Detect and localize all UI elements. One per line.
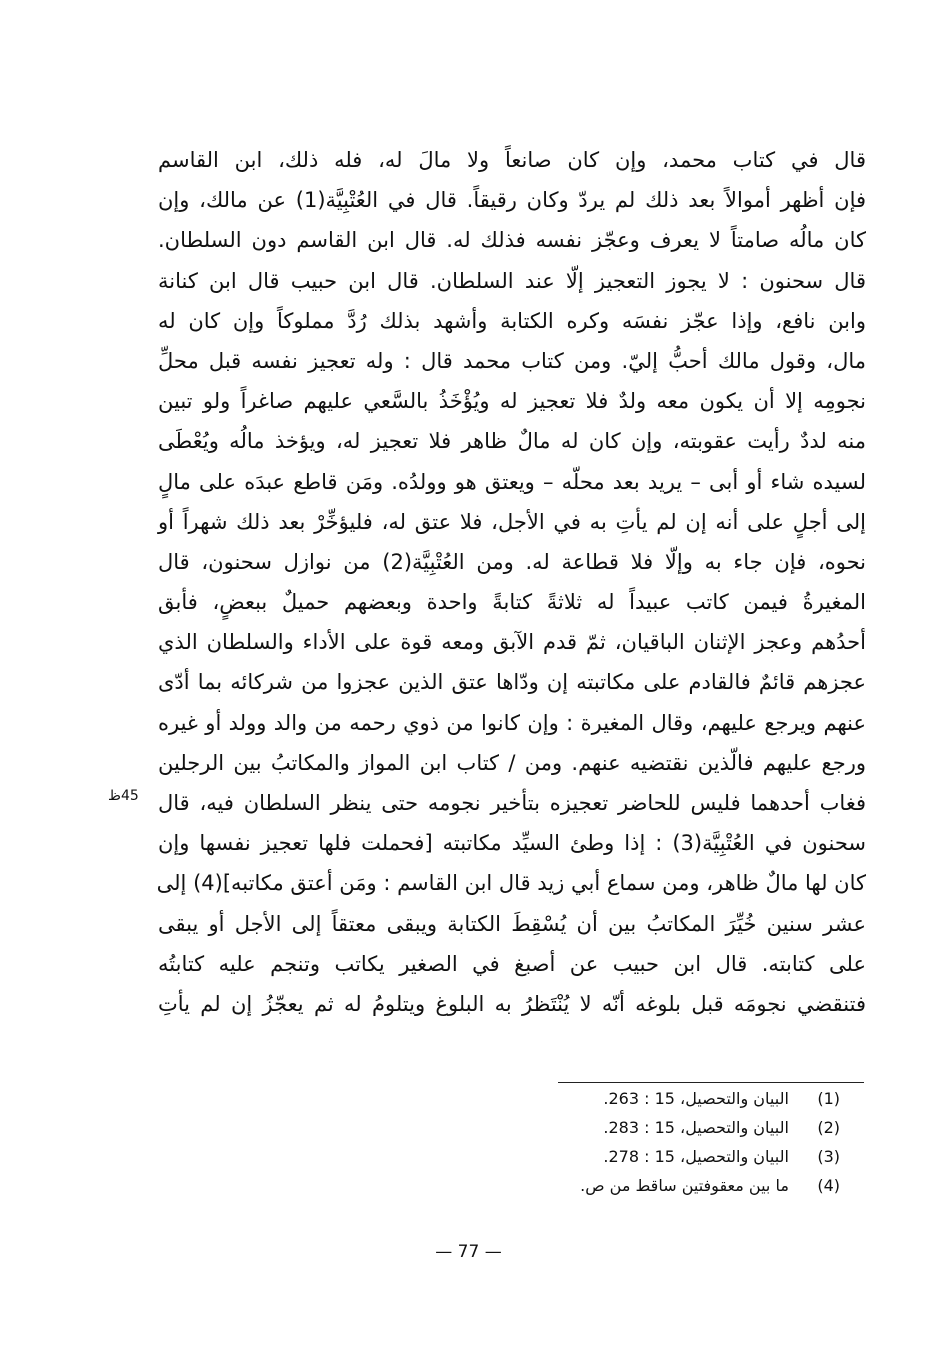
manuscript-folio-marker: 45ظ (108, 788, 139, 804)
text-line: سحنون في العُتْبِيَّة(3) : إذا وطئ السيِّد مكاتبته [فحملت فلها تعجيز نفسها وإن (158, 831, 866, 856)
footnote-number: (1) (817, 1089, 840, 1108)
text-line: منه لددٌ رأيت عقوبته، وإن كان له مالٌ ظاهر فلا تعجيز له، ويؤخذ مالُه ويُعْطَى (158, 429, 866, 454)
footnote-separator (558, 1082, 864, 1083)
footnote-text: البيان والتحصيل، 15 : 263. (603, 1089, 789, 1108)
text-line: عجزهم قائمٌ فالقادم على مكاتبته إن ودّاها عتق الذين عجزوا من شركائه بما أدّى (158, 670, 866, 695)
footnote (500, 1142, 840, 1171)
footnote-text: البيان والتحصيل، 15 : 278. (603, 1147, 789, 1166)
text-line: عشر سنين خُيِّرَ المكاتبُ بين أن يُسْقِطَ الكتابة ويبقى معتقاً إلى الأجل أو يبقى (158, 911, 866, 936)
text-line: فغاب أحدهما فليس للحاضر تعجيزه بتأخير نجومه حتى ينظر السلطان فيه، قال (158, 791, 866, 815)
text-line: فتنقضي نجومَه قبل بلوغه أنّه لا يُنْتَظرُ به البلوغ ويتلومُ له ثم يعجّزُ إن لم يأتِ (158, 991, 866, 1016)
text-line: لسيده شاء أو أبى – يريد بعد محلّه – ويعتق هو وولدُه. ومَن قاطع عبدَه على مالٍ (158, 469, 866, 494)
text-line: مال، وقول مالك أحبُّ إليّ. ومن كتاب محمد قال : وله تعجيز نفسه قبل محلِّ (158, 348, 866, 373)
footnotes (500, 1084, 840, 1200)
footnote-number: (4) (817, 1176, 840, 1195)
text-line: وابن نافع، وإذا عجّز نفسَه وكره الكتابة وأشهد بذلك رُدَّ مملوكاً وإن كان له (158, 308, 866, 333)
footnote-text: البيان والتحصيل، 15 : 283. (603, 1118, 789, 1137)
text-line: إلى أجلٍ على أنه إن لم يأتِ به في الأجل، فلا عتق له، فليؤخِّرْ بعد ذلك شهراً أو (158, 509, 866, 534)
text-line: عنهم ويرجع عليهم، وقال المغيرة : وإن كانوا من ذوي رحمه من والد وولد أو غيره (158, 710, 866, 735)
text-line: أحدُهم وعجز الإثنان الباقيان، ثمّ قدم الآبق ومعه قوة على الأداء والسلطان الذي (158, 630, 866, 655)
text-line: على كتابته. قال ابن حبيب عن أصبغ في الصغير يكاتب وتنجم عليه كتابتُه (158, 951, 866, 976)
text-line: كان لها مالٌ ظاهر، ومن سماع أبي زيد قال ابن القاسم : ومَن أعتق مكاتبه](4) إلى (156, 871, 866, 896)
footnote (500, 1084, 840, 1113)
text-line: فإن أظهر أموالاً بعد ذلك لم يردّ وكان رقيقاً. قال في العُتْبِيَّة(1) عن مالك، وإن (158, 188, 867, 213)
text-line: نجومِه إلا أن يكون معه ولدٌ فلا تعجيز له ويُؤْخَذُ بالسَّعي عليهم صاغراً ولو تبين (158, 389, 866, 414)
page-number: — 77 — (435, 1242, 502, 1262)
footnote (500, 1171, 840, 1200)
text-line: قال في كتاب محمد، وإن كان صانعاً ولا مالَ له، فله ذلك، ابن القاسم (158, 148, 866, 172)
footnote-text: ما بين معقوفتين ساقط من ص. (580, 1176, 789, 1195)
footnote (500, 1113, 840, 1142)
main-text-block (158, 140, 866, 1024)
text-line: المغيرةُ فيمن كاتب عبيداً له ثلاثةً كتابةً واحدة وبعضهم حميلٌ ببعضٍ، فأبق (158, 590, 866, 615)
text-line: كان مالُه صامتاً لا يعرف وعجّز نفسه فذلك له. قال ابن القاسم دون السلطان. (158, 228, 866, 253)
text-line: ورجع عليهم فالّذين نقتضيه عنهم. ومن / كتاب ابن المواز والمكاتبُ بين الرجلين (158, 750, 866, 775)
text-line: نحوه، فإن جاء به وإلّا فلا قطاعة له. ومن العُتْبِيَّة(2) من نوازل سحنون، قال (158, 549, 866, 574)
footnote-number: (2) (817, 1118, 840, 1137)
text-line: قال سحنون : لا يجوز التعجيز إلّا عند السلطان. قال ابن حبيب قال ابن كنانة (158, 268, 866, 293)
footnote-number: (3) (817, 1147, 840, 1166)
